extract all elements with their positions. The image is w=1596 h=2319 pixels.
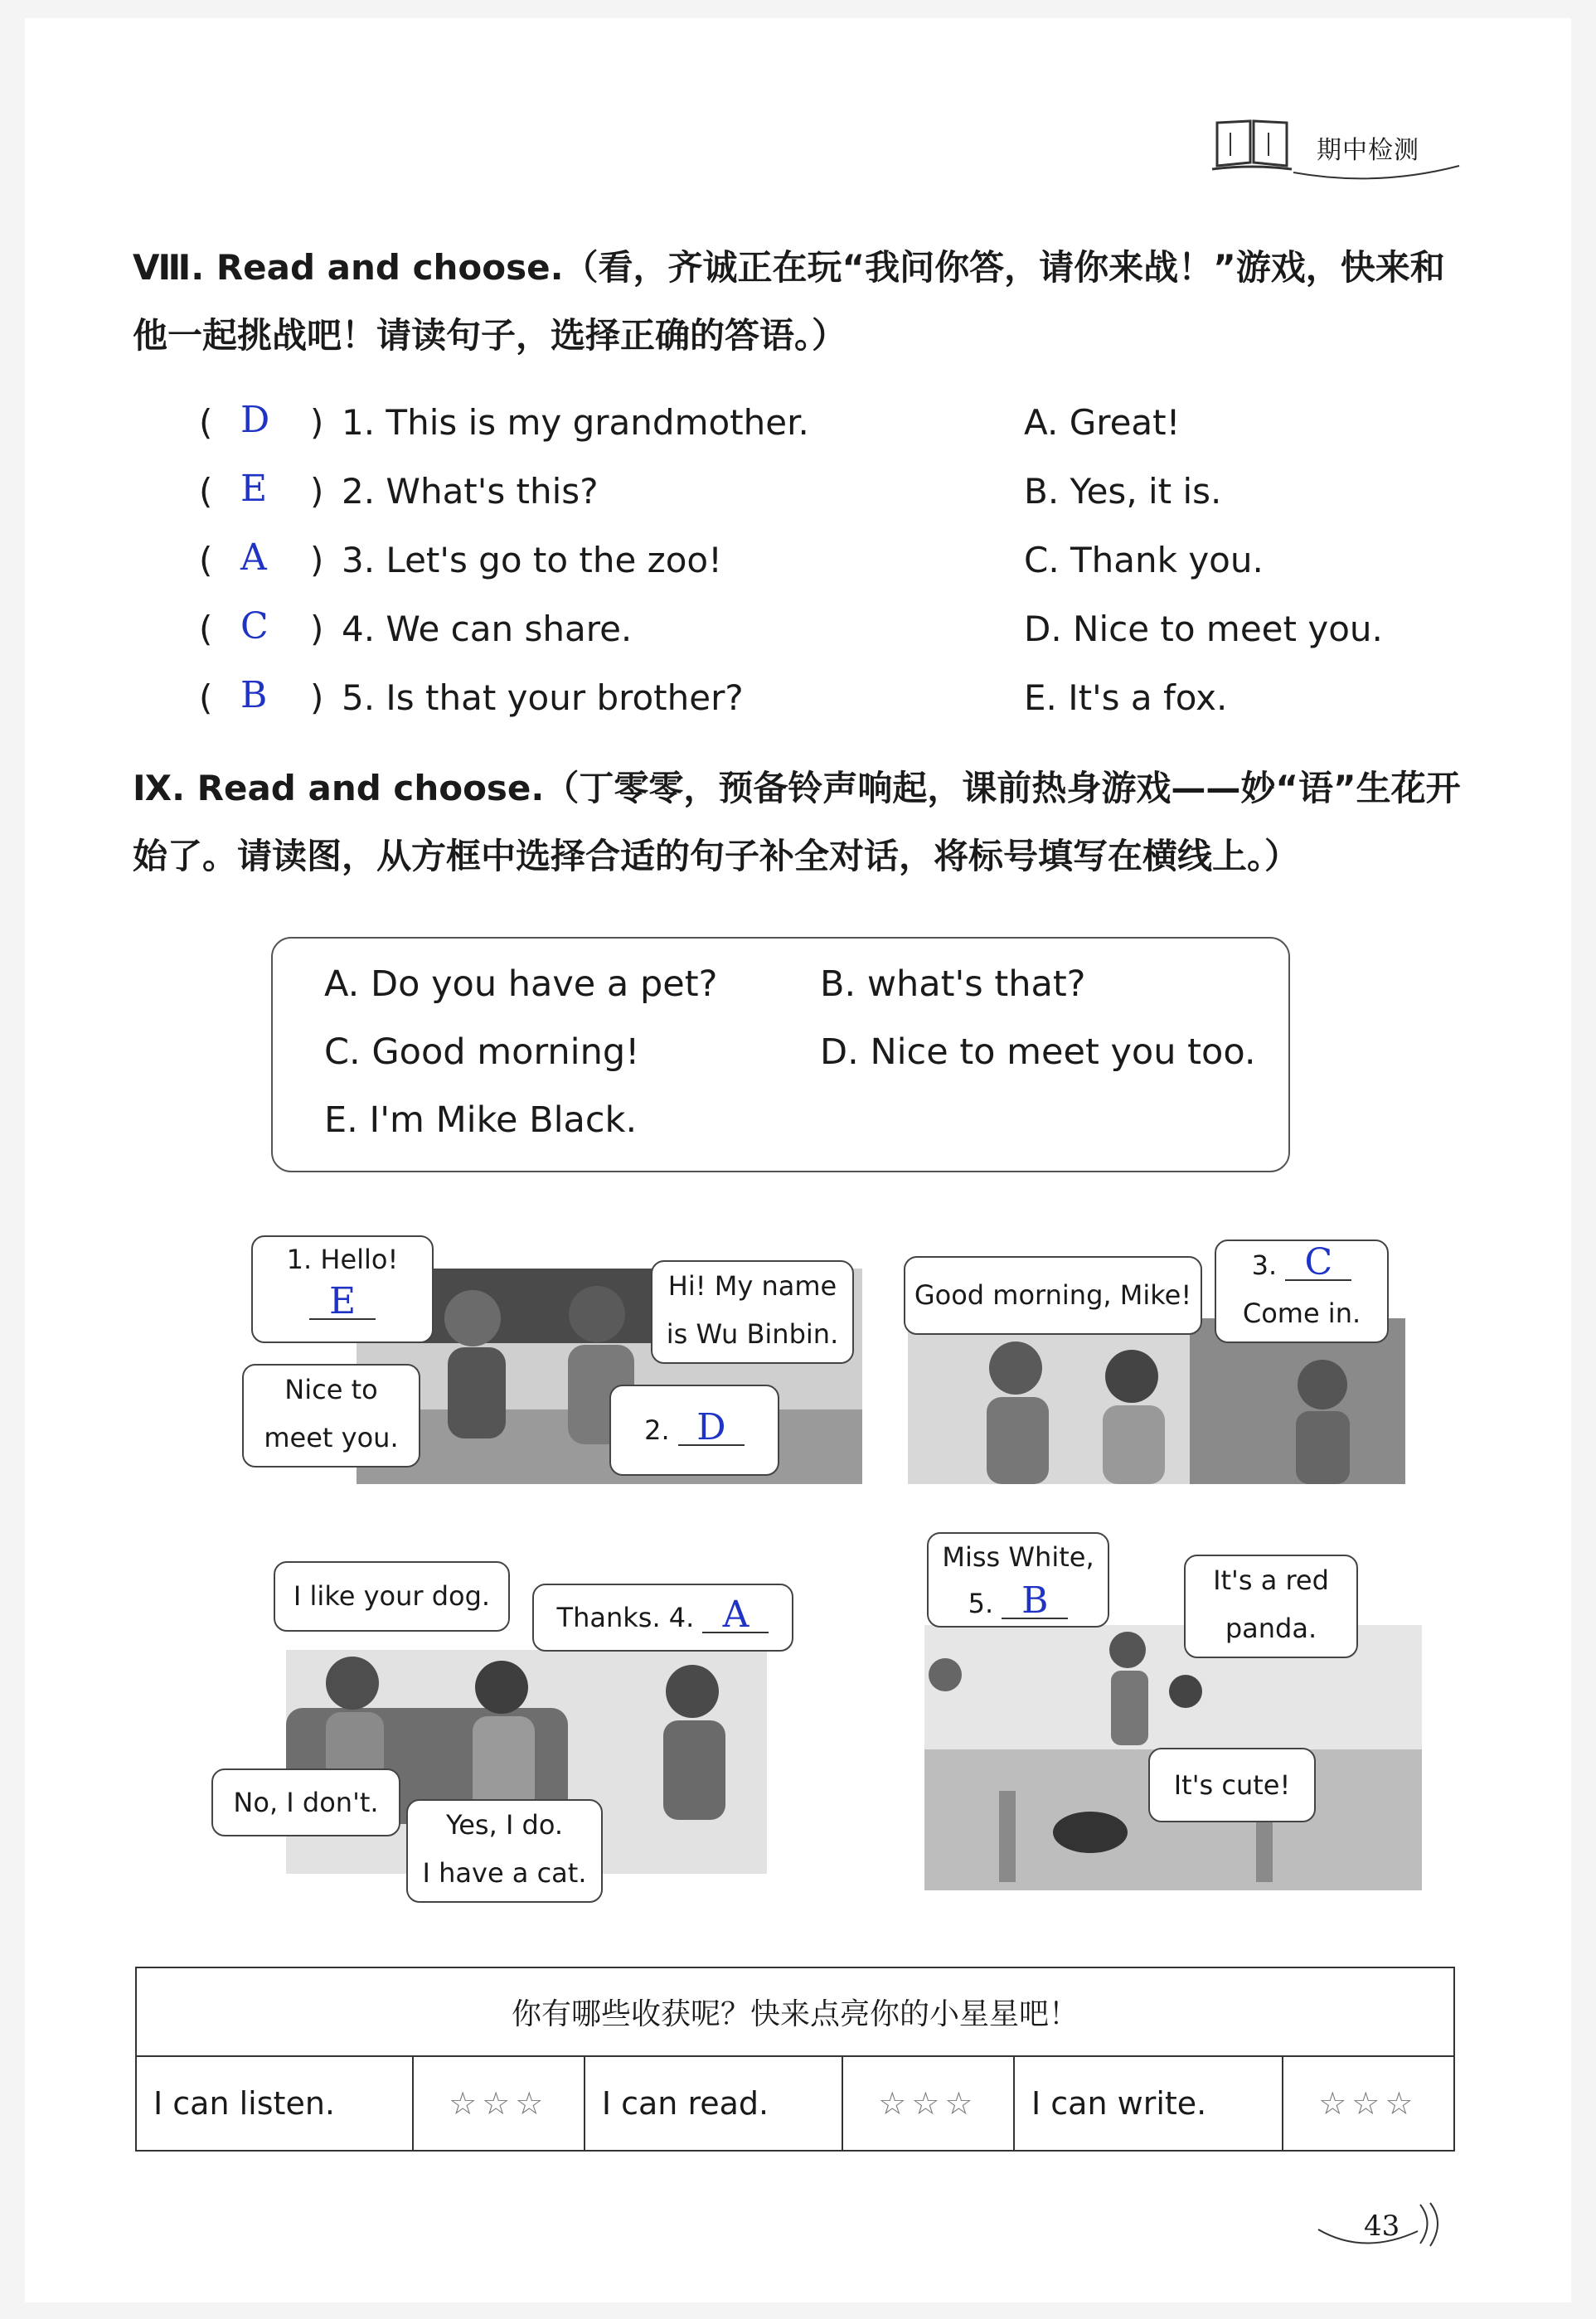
header-tag-label: 期中检测 [1317,136,1419,165]
blank-answer: E [309,1285,376,1320]
speech-bubble [1148,1748,1316,1822]
answer-filled: B [240,674,268,716]
options-box [271,937,1290,1172]
bubble-text: Come in. [1242,1298,1361,1329]
box-option: D. Nice to meet you too. [820,1031,1256,1073]
blank-answer: D [678,1411,745,1446]
answer-filled: C [240,605,269,648]
paren-open: ( [199,609,213,649]
paren-open: ( [199,471,213,512]
evaluation-label: I can listen. [136,2056,413,2151]
scene2-illustration [908,1318,1405,1484]
speech-bubble [1184,1555,1358,1658]
answer-filled: A [240,536,267,579]
speech-bubble [211,1768,400,1836]
paren-close: ) [310,540,324,580]
star-rating[interactable]: ☆☆☆ [1283,2056,1454,2151]
paren-open: ( [199,402,213,443]
question-row [199,399,1443,471]
section-header-tag [1210,106,1467,189]
speech-bubble [251,1235,434,1343]
evaluation-label: I can write. [1014,2056,1283,2151]
question-text: 4. We can share. [342,609,633,649]
paren-close: ) [310,402,324,443]
box-option: E. I'm Mike Black. [324,1099,638,1141]
bubble-text: I like your dog. [293,1580,491,1612]
answer-option: B. Yes, it is. [1024,471,1222,512]
evaluation-label: I can read. [585,2056,842,2151]
bubble-text: meet you. [264,1422,399,1453]
speech-bubble [274,1561,510,1632]
bubble-text: No, I don't. [233,1787,379,1818]
bubble-text: It's a red [1213,1565,1329,1596]
paren-close: ) [310,609,324,649]
section9-title: Ⅸ. Read and choose.（丁零零，预备铃声响起，课前热身游戏——妙“语”生花开始了。请读图，从方框中选择合适的句子补全对话，将标号填写在横线上。） [133,768,1461,876]
page-number-swoosh [1314,2198,1447,2256]
header-underline-swoosh [1293,164,1467,189]
bubble-text: 1. Hello! [286,1244,399,1275]
bubble-text: 5. [968,1588,994,1619]
speech-bubble [242,1364,420,1468]
bubble-text: It's cute! [1173,1769,1291,1801]
blank-answer: C [1285,1246,1351,1281]
star-rating[interactable]: ☆☆☆ [413,2056,585,2151]
paren-close: ) [310,471,324,512]
bubble-text: I have a cat. [422,1857,587,1889]
speech-bubble [1215,1240,1389,1343]
blank-answer: A [702,1599,769,1633]
speech-bubble [651,1260,854,1364]
bubble-text: 2. [644,1414,670,1446]
question-text: 1. This is my grandmother. [342,402,809,443]
speech-bubble [609,1385,779,1476]
answer-option: A. Great! [1024,402,1181,443]
self-evaluation-table [135,1967,1455,2152]
book-icon [1210,114,1293,172]
speech-bubble [904,1256,1202,1335]
evaluation-header: 你有哪些收获呢？快来点亮你的小星星吧！ [136,1967,1454,2056]
bubble-text: 3. [1251,1249,1278,1281]
bubble-text: Yes, I do. [445,1809,564,1841]
bubble-text: is Wu Binbin. [666,1318,839,1350]
speech-bubble [532,1584,793,1652]
answer-option: E. It's a fox. [1024,677,1228,718]
speech-bubble [927,1532,1109,1628]
bubble-text: Nice to [284,1374,378,1405]
question-text: 3. Let's go to the zoo! [342,540,722,580]
paren-close: ) [310,677,324,718]
blank-answer: B [1002,1584,1068,1619]
box-option: B. what's that? [820,963,1086,1005]
paren-open: ( [199,540,213,580]
answer-filled: D [240,399,270,441]
answer-filled: E [240,468,268,510]
question-row [199,536,1443,609]
bubble-text: Good morning, Mike! [914,1279,1192,1311]
question-row [199,605,1443,677]
paren-open: ( [199,677,213,718]
bubble-text: Miss White, [942,1541,1094,1573]
question-row [199,674,1443,746]
question-text: 5. Is that your brother? [342,677,744,718]
question-row [199,468,1443,540]
page-number [1364,2210,1400,2243]
answer-option: C. Thank you. [1024,540,1264,580]
bubble-text: Thanks. 4. [556,1602,695,1633]
page-number-text: 43 [1364,2210,1400,2243]
speech-bubble [406,1799,603,1903]
box-option: C. Good morning! [324,1031,640,1073]
bubble-text: Hi! My name [667,1270,837,1302]
box-option: A. Do you have a pet? [324,963,718,1005]
bubble-text: panda. [1225,1613,1317,1644]
answer-option: D. Nice to meet you. [1024,609,1383,649]
star-rating[interactable]: ☆☆☆ [842,2056,1014,2151]
section8-title: Ⅷ. Read and choose.（看，齐诚正在玩“我问你答，请你来战！”游戏，快来和他一起挑战吧！请读句子，选择正确的答语。） [133,247,1445,356]
question-text: 2. What's this? [342,471,599,512]
